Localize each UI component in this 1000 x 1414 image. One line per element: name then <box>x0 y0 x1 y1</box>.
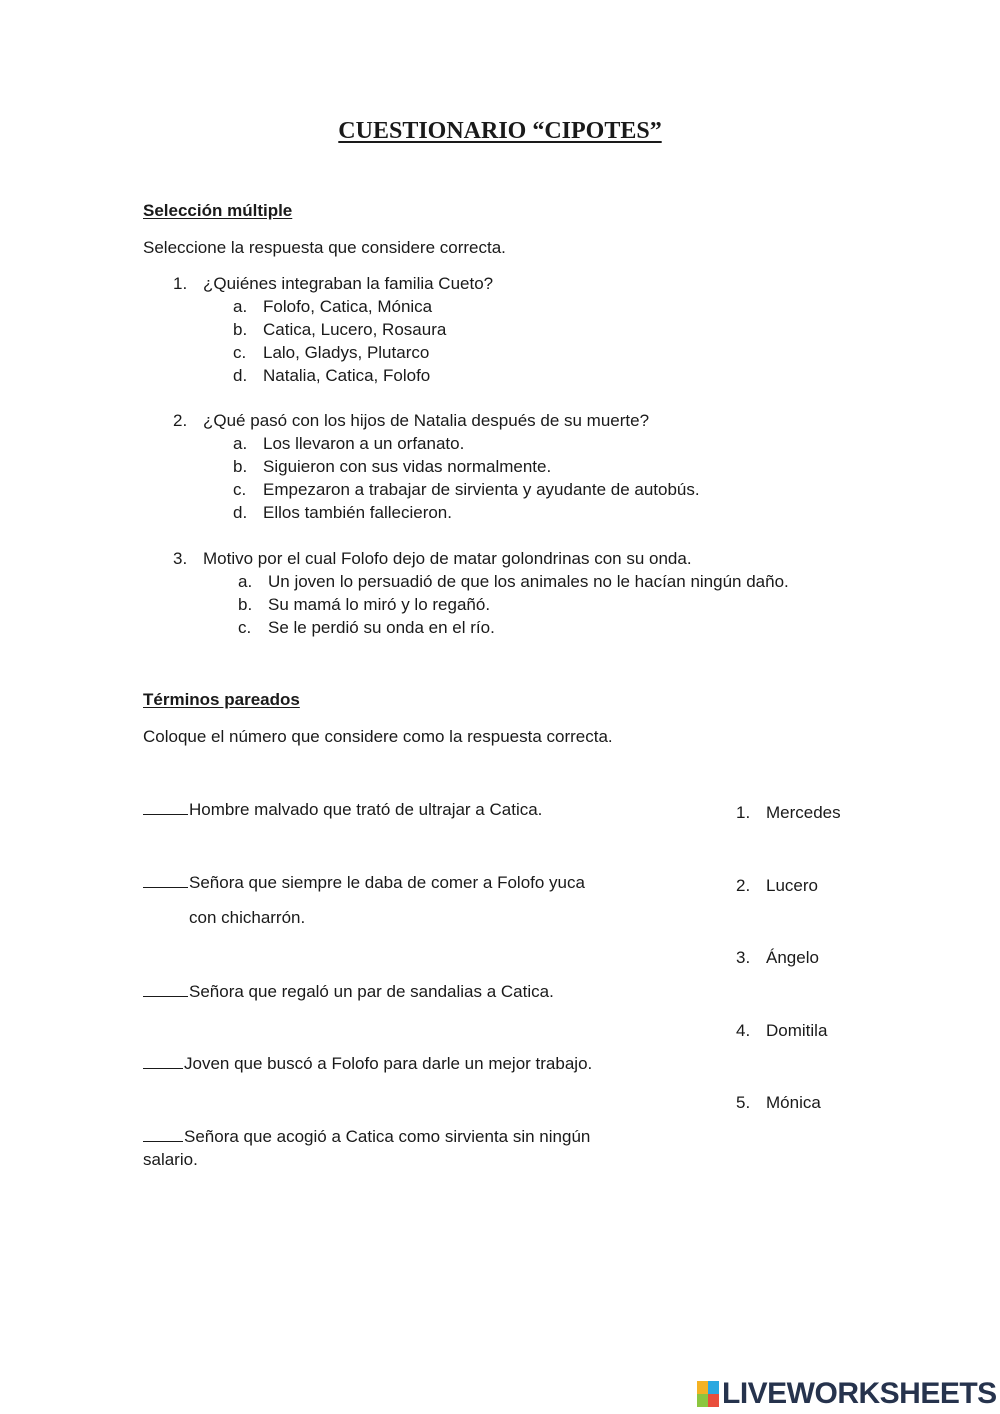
liveworksheets-logo-text: LIVEWORKSHEETS <box>722 1377 997 1410</box>
matching-item-3 <box>143 982 554 1002</box>
question-3-option-a[interactable] <box>238 572 789 592</box>
answer-name: Lucero <box>766 876 818 895</box>
question-1-option-a[interactable] <box>233 297 432 317</box>
matching-item-5-continuation: salario. <box>143 1150 198 1169</box>
option-text: Natalia, Catica, Folofo <box>263 366 431 385</box>
answer-blank[interactable] <box>143 1127 183 1142</box>
answer-number: 2. <box>736 876 751 895</box>
matching-item-text: Señora que siempre le daba de comer a Folofo yuca <box>189 873 585 892</box>
question-3-option-c[interactable] <box>238 618 495 638</box>
question-number: 1. <box>173 274 188 293</box>
option-letter: b. <box>233 457 248 476</box>
section-heading-matching: Términos pareados <box>143 690 300 709</box>
answer-option-2 <box>736 876 818 896</box>
answer-option-3 <box>736 948 819 968</box>
matching-item-4 <box>143 1054 592 1074</box>
question-2-option-d[interactable] <box>233 503 452 523</box>
answer-number: 4. <box>736 1021 751 1040</box>
option-letter: b. <box>233 320 248 339</box>
logo-square-2 <box>708 1381 719 1394</box>
option-text: Folofo, Catica, Mónica <box>263 297 433 316</box>
question-text: ¿Qué pasó con los hijos de Natalia después de su muerte? <box>203 411 650 430</box>
option-text: Siguieron con sus vidas normalmente. <box>263 457 552 476</box>
question-1-option-d[interactable] <box>233 366 430 386</box>
answer-number: 5. <box>736 1093 751 1112</box>
answer-blank[interactable] <box>143 873 188 888</box>
answer-name: Domitila <box>766 1021 828 1040</box>
option-letter: b. <box>238 595 253 614</box>
logo-square-4 <box>708 1394 719 1407</box>
option-letter: a. <box>233 297 248 316</box>
option-letter: c. <box>233 480 247 499</box>
matching-item-2 <box>143 873 585 893</box>
section-instruction: Coloque el número que considere como la respuesta correcta. <box>143 727 613 746</box>
option-text: Lalo, Gladys, Plutarco <box>263 343 430 362</box>
answer-number: 1. <box>736 803 751 822</box>
liveworksheets-logo-icon <box>697 1381 719 1407</box>
logo-square-3 <box>697 1394 708 1407</box>
question-text: ¿Quiénes integraban la familia Cueto? <box>203 274 494 293</box>
answer-name: Mercedes <box>766 803 841 822</box>
page-title: CUESTIONARIO “CIPOTES” <box>338 118 662 144</box>
option-text: Un joven lo persuadió de que los animales no le hacían ningún daño. <box>268 572 789 591</box>
option-letter: a. <box>238 572 253 591</box>
question-1-option-c[interactable] <box>233 343 429 363</box>
answer-name: Mónica <box>766 1093 821 1112</box>
question-3-option-b[interactable] <box>238 595 490 615</box>
option-text: Su mamá lo miró y lo regañó. <box>268 595 491 614</box>
option-text: Empezaron a trabajar de sirvienta y ayudante de autobús. <box>263 480 700 499</box>
answer-blank[interactable] <box>143 982 188 997</box>
question-2-option-b[interactable] <box>233 457 551 477</box>
answer-number: 3. <box>736 948 751 967</box>
question-1 <box>173 274 493 294</box>
option-text: Catica, Lucero, Rosaura <box>263 320 447 339</box>
question-2 <box>173 411 649 431</box>
matching-item-text: Joven que buscó a Folofo para darle un mejor trabajo. <box>184 1054 593 1073</box>
answer-blank[interactable] <box>143 800 188 815</box>
matching-item-1 <box>143 800 542 820</box>
question-2-option-a[interactable] <box>233 434 464 454</box>
question-1-option-b[interactable] <box>233 320 446 340</box>
option-text: Los llevaron a un orfanato. <box>263 434 465 453</box>
liveworksheets-logo <box>697 1374 997 1414</box>
option-letter: d. <box>233 503 248 522</box>
question-number: 3. <box>173 549 188 568</box>
answer-option-1 <box>736 803 841 823</box>
option-letter: c. <box>238 618 252 637</box>
matching-item-2-continuation: con chicharrón. <box>189 908 306 927</box>
question-2-option-c[interactable] <box>233 480 700 500</box>
matching-item-text: Hombre malvado que trató de ultrajar a Catica. <box>189 800 543 819</box>
question-text: Motivo por el cual Folofo dejo de matar golondrinas con su onda. <box>203 549 692 568</box>
section-instruction: Seleccione la respuesta que considere correcta. <box>143 238 506 257</box>
matching-item-text: Señora que regaló un par de sandalias a Catica. <box>189 982 554 1001</box>
matching-item-5 <box>143 1127 590 1147</box>
answer-name: Ángelo <box>766 948 819 967</box>
answer-blank[interactable] <box>143 1054 183 1069</box>
question-number: 2. <box>173 411 188 430</box>
matching-item-text: Señora que acogió a Catica como sirvienta sin ningún <box>184 1127 591 1146</box>
question-3 <box>173 549 692 569</box>
answer-option-5 <box>736 1093 821 1113</box>
option-text: Se le perdió su onda en el río. <box>268 618 495 637</box>
section-heading-multiple-choice: Selección múltiple <box>143 201 293 220</box>
option-text: Ellos también fallecieron. <box>263 503 452 522</box>
option-letter: c. <box>233 343 247 362</box>
logo-square-1 <box>697 1381 708 1394</box>
option-letter: d. <box>233 366 248 385</box>
option-letter: a. <box>233 434 248 453</box>
answer-option-4 <box>736 1021 827 1041</box>
